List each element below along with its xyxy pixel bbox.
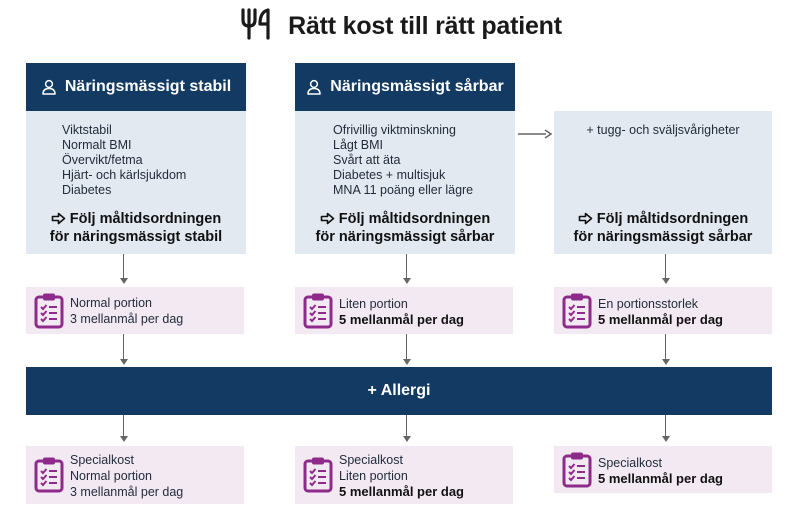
special-text [339, 452, 464, 500]
user-icon [306, 79, 322, 95]
connector [123, 334, 124, 360]
special-box-stable [26, 446, 244, 504]
follow-instruction [554, 210, 772, 246]
special-label: Specialkost [70, 453, 134, 467]
snack-count: 5 mellanmål per dag [339, 312, 464, 327]
special-label: Specialkost [339, 453, 403, 467]
criteria-list [333, 123, 473, 198]
special-label: Specialkost [598, 456, 662, 470]
follow-instruction [295, 210, 515, 246]
criterion: Hjärt- och kärlsjukdom [62, 168, 187, 182]
connector-arrowhead [662, 359, 670, 365]
portion-box-vulnerable [295, 287, 513, 334]
page-title: Rätt kost till rätt patient [288, 11, 562, 40]
portion-size: Normal portion [70, 296, 152, 310]
criteria-list [62, 123, 186, 198]
arrow-right-icon [578, 212, 593, 225]
criterion: Diabetes [62, 183, 112, 197]
title-row [0, 6, 800, 46]
special-text [598, 455, 723, 487]
clipboard-checklist-icon [34, 456, 64, 493]
clipboard-checklist-icon [34, 292, 64, 329]
snack-count: 3 mellanmål per dag [70, 485, 184, 499]
portion-text [598, 296, 723, 328]
connector [406, 254, 407, 280]
follow-line2: för näringsmässigt sårbar [573, 229, 753, 245]
portion-size: Normal portion [70, 469, 152, 483]
criterion: Svårt att äta [333, 153, 401, 167]
connector-arrowhead [120, 359, 128, 365]
connector-arrowhead [403, 359, 411, 365]
clipboard-checklist-icon [303, 292, 333, 329]
criterion: Viktstabil [62, 123, 112, 137]
extra-criterion: + tugg- och sväljsvårigheter [586, 123, 740, 137]
portion-text [339, 296, 464, 328]
portion-text [70, 295, 183, 327]
clipboard-checklist-icon [303, 456, 333, 493]
follow-line1: Följ måltidsordningen [69, 211, 222, 227]
portion-size: Liten portion [339, 469, 408, 483]
follow-line2: för näringsmässigt sårbar [315, 229, 495, 245]
info-box-swallowing [554, 111, 772, 254]
follow-instruction [26, 210, 246, 246]
portion-size: En portionsstorlek [598, 297, 699, 311]
connector-arrowhead [662, 436, 670, 442]
arrow-right-icon [51, 212, 66, 225]
portion-size: Liten portion [339, 297, 408, 311]
criterion: Diabetes + multisjuk [333, 168, 446, 182]
clipboard-checklist-icon [562, 451, 592, 488]
special-text [70, 452, 183, 500]
connector-arrowhead [403, 436, 411, 442]
header-vulnerable [295, 63, 515, 111]
clipboard-checklist-icon [562, 292, 592, 329]
header-label: Näringsmässigt stabil [64, 78, 232, 95]
follow-line1: Följ måltidsordningen [596, 211, 749, 227]
connector-arrowhead [120, 278, 128, 284]
connector-arrowhead [403, 278, 411, 284]
connector-arrowhead [120, 436, 128, 442]
allergy-bar: + Allergi [26, 367, 772, 415]
header-stable [26, 63, 246, 111]
connector [123, 415, 124, 437]
snack-count: 5 mellanmål per dag [339, 484, 464, 499]
connector [406, 415, 407, 437]
arrow-right-icon [320, 212, 335, 225]
connector-arrowhead [662, 278, 670, 284]
criterion: Normalt BMI [62, 138, 132, 152]
portion-box-stable [26, 287, 244, 334]
follow-line2: för näringsmässigt stabil [49, 229, 223, 245]
special-box-swallowing [554, 446, 772, 493]
snack-count: 3 mellanmål per dag [70, 312, 184, 326]
connector [665, 254, 666, 280]
criterion: MNA 11 poäng eller lägre [333, 183, 474, 197]
snack-count: 5 mellanmål per dag [598, 471, 723, 486]
connector [665, 334, 666, 360]
connector [665, 415, 666, 437]
connector [123, 254, 124, 280]
header-label: Näringsmässigt sårbar [330, 78, 504, 95]
portion-box-swallowing [554, 287, 772, 334]
criterion: Övervikt/fetma [62, 153, 143, 167]
criterion: Ofrivillig viktminskning [333, 123, 456, 137]
follow-line1: Följ måltidsordningen [338, 211, 491, 227]
info-box-vulnerable [295, 111, 515, 254]
user-icon [41, 79, 57, 95]
cutlery-icon [238, 7, 278, 46]
connector-horizontal [518, 126, 552, 136]
snack-count: 5 mellanmål per dag [598, 312, 723, 327]
connector [406, 334, 407, 360]
info-box-stable [26, 111, 246, 254]
criterion: Lågt BMI [333, 138, 384, 152]
special-box-vulnerable [295, 446, 513, 504]
